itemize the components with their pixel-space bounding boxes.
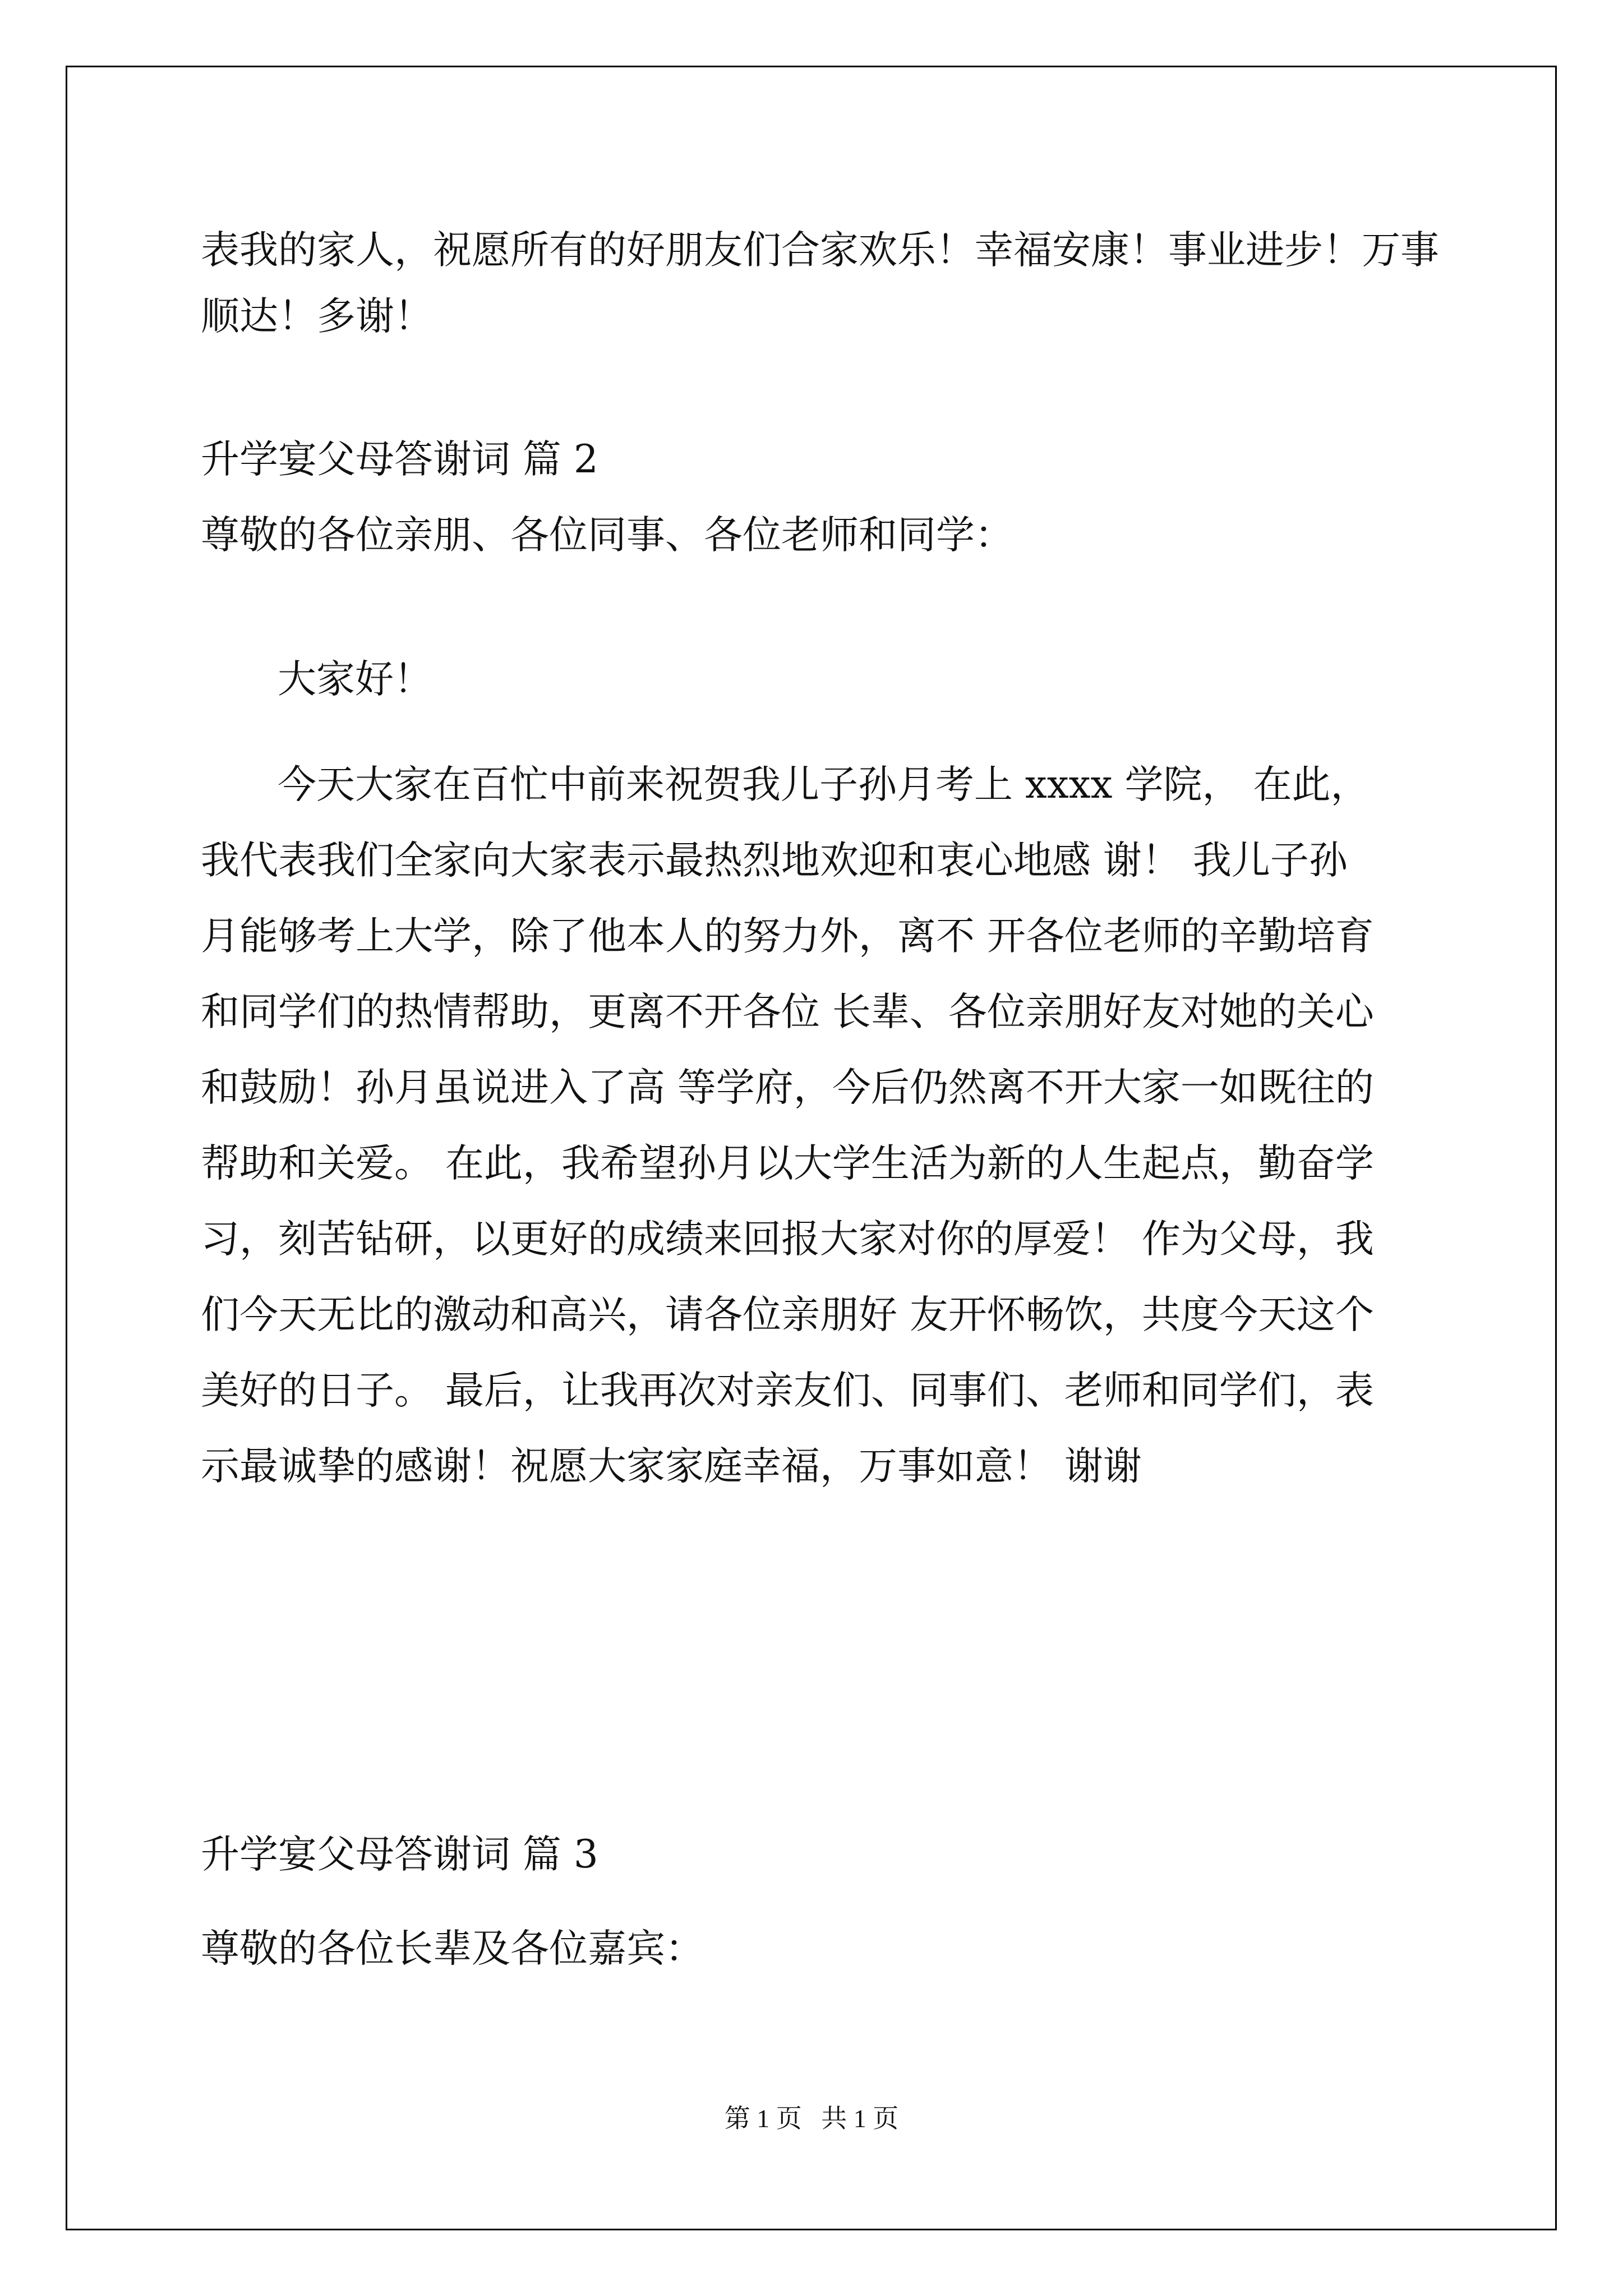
section-heading-3: 升学宴父母答谢词 篇 3 [201,1832,598,1877]
body-text-line: 示最诚挚的感谢！祝愿大家家庭幸福，万事如意！ 谢谢 [201,1444,1142,1489]
greeting: 大家好！ [278,657,432,702]
body-text-line: 们今天无比的激动和高兴，请各位亲朋好 友开怀畅饮，共度今天这个 [201,1292,1374,1337]
body-text-line: 表我的家人，祝愿所有的好朋友们合家欢乐！幸福安康！事业进步！万事 [201,228,1439,273]
page-footer: 第 1 页 共 1 页 [724,2104,899,2133]
salutation: 尊敬的各位亲朋、各位同事、各位老师和同学： [201,513,1013,558]
body-text-line: 顺达！多谢！ [201,294,433,339]
salutation: 尊敬的各位长辈及各位嘉宾： [201,1926,704,1971]
body-text-line: 习，刻苦钻研，以更好的成绩来回报大家对你的厚爱！ 作为父母，我 [201,1217,1374,1262]
body-text-line: 和鼓励！孙月虽说进入了高 等学府，今后仍然离不开大家一如既往的 [201,1065,1374,1110]
body-text-line: 帮助和关爱。 在此，我希望孙月以大学生活为新的人生起点，勤奋学 [201,1141,1374,1186]
body-text-line: 月能够考上大学，除了他本人的努力外，离不 开各位老师的辛勤培育 [201,914,1374,959]
body-text-line: 今天大家在百忙中前来祝贺我儿子孙月考上 xxxx 学院， 在此， [278,762,1370,807]
section-heading-2: 升学宴父母答谢词 篇 2 [201,437,598,482]
body-text-line: 我代表我们全家向大家表示最热烈地欢迎和衷心地感 谢！ 我儿子孙 [201,838,1348,883]
body-text-line: 和同学们的热情帮助，更离不开各位 长辈、各位亲朋好友对她的关心 [201,990,1374,1034]
body-text-line: 美好的日子。 最后，让我再次对亲友们、同事们、老师和同学们，表 [201,1368,1374,1413]
